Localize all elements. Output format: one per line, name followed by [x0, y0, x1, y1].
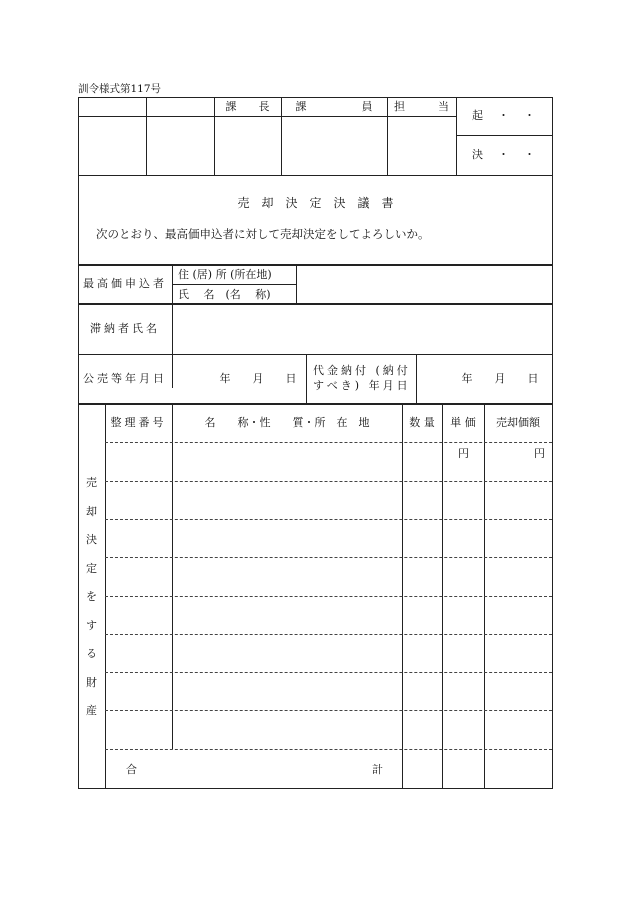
bidder-label: 最高価申込者	[83, 277, 167, 291]
side-char: 売	[86, 476, 97, 489]
row-line	[105, 672, 552, 673]
row-line	[105, 749, 552, 750]
side-char: を	[86, 590, 97, 603]
header-number: 整理番号	[110, 416, 167, 430]
label-col-line	[172, 264, 173, 388]
bidder-subcol-line	[296, 264, 297, 304]
dates-col-3	[416, 354, 417, 403]
document-title: 売 却 決 定 決 議 書	[237, 195, 394, 210]
total-label-right: 計	[372, 763, 383, 776]
side-char: る	[86, 647, 97, 660]
address-label: 住 (居) 所 (所在地)	[178, 268, 272, 281]
document-statement: 次のとおり、最高価申込者に対して売却決定をしてよろしいか。	[96, 227, 430, 241]
row-line	[105, 519, 552, 520]
delinquent-label: 滞納者氏名	[90, 322, 160, 336]
row-line	[105, 710, 552, 711]
unit-price-yen: 円	[458, 447, 469, 460]
main-top-border	[78, 175, 553, 176]
prop-col-number	[172, 404, 173, 749]
form-id: 訓令様式第117号	[78, 83, 162, 95]
sale-amount-yen: 円	[534, 447, 545, 460]
outer-bottom-border	[78, 788, 553, 789]
total-label-left: 合	[126, 763, 137, 776]
kain-header: 課 員	[295, 99, 373, 113]
payment-label-1: 代金納付 (納付	[313, 364, 411, 377]
row-line	[105, 634, 552, 635]
public-sale-label: 公売等年月日	[83, 372, 167, 386]
bidder-mid-line	[172, 284, 296, 285]
row-line	[105, 442, 552, 443]
side-char: 定	[86, 561, 97, 575]
tanto-header: 担 当	[394, 99, 449, 113]
stamp-col-1	[146, 97, 147, 175]
header-description: 名 称・性 質・所 在 地	[204, 416, 370, 430]
header-quantity: 数 量	[409, 416, 435, 430]
stamp-header-line	[78, 116, 456, 117]
side-char: 決	[86, 533, 97, 546]
payment-date: 年 月 日	[461, 372, 539, 386]
kacho-header: 課 長	[225, 99, 270, 113]
row-line	[105, 557, 552, 558]
side-char: 産	[86, 704, 97, 717]
header-sale-amount: 売却価額	[496, 416, 540, 430]
ketsu-date: 決 ・ ・	[472, 148, 537, 162]
side-char: 却	[86, 504, 97, 518]
public-sale-date: 年 月 日	[219, 372, 297, 386]
dates-col-2	[306, 354, 307, 403]
name-label: 氏 名 (名 称)	[178, 288, 271, 301]
row-line	[105, 481, 552, 482]
row-line	[105, 596, 552, 597]
header-unit-price: 単 価	[450, 416, 476, 430]
side-char: す	[86, 618, 97, 632]
side-char: 財	[86, 675, 97, 689]
ki-date: 起 ・ ・	[472, 109, 537, 123]
property-side-label	[78, 469, 105, 726]
payment-label-2: すべき) 年月日	[313, 379, 411, 392]
